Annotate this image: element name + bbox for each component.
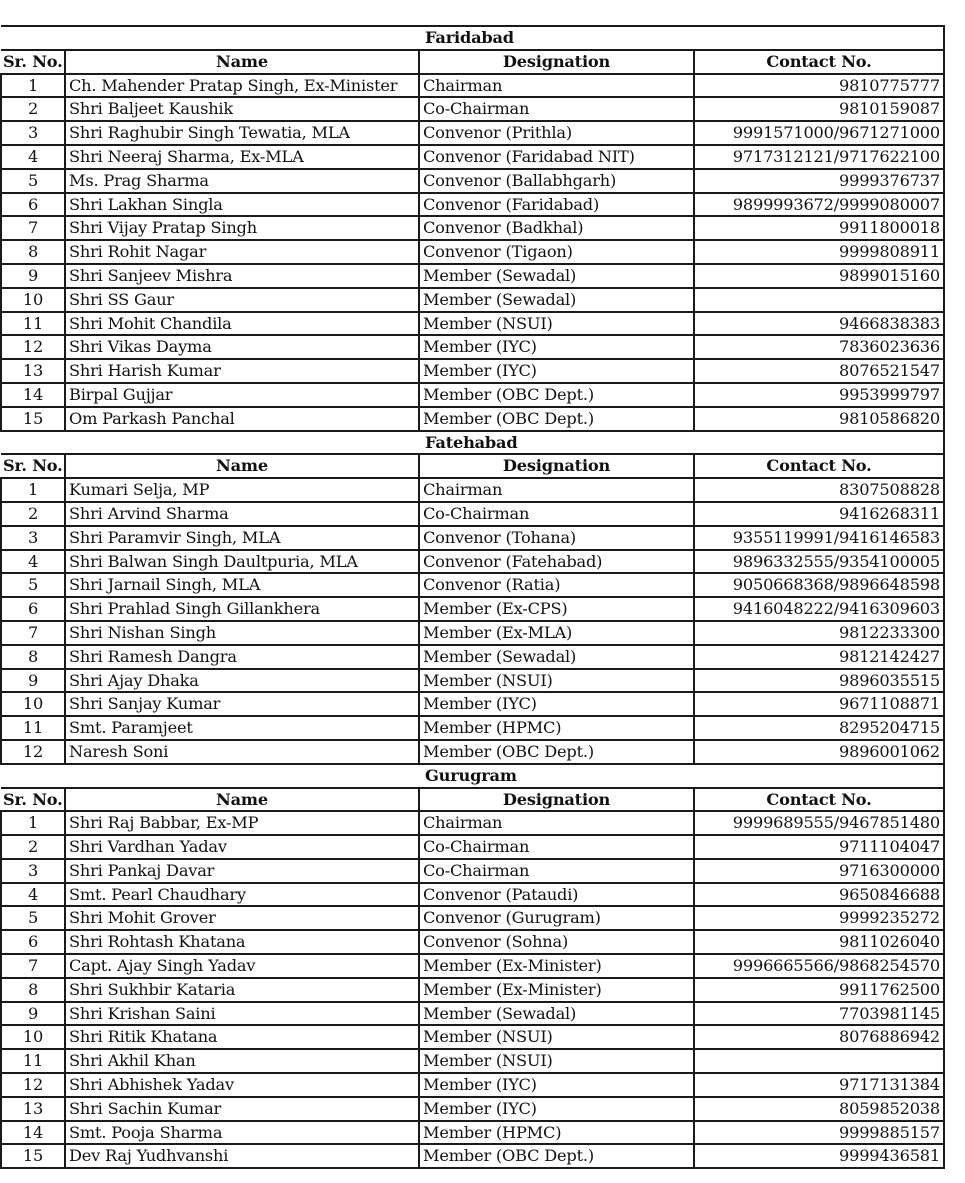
table-row — [1, 526, 944, 550]
table-row — [1, 1073, 944, 1097]
cell-contact: 9812142427 — [694, 645, 944, 669]
header-designation: Designation — [419, 788, 694, 812]
table-row — [1, 216, 944, 240]
cell-sr-no: 12 — [1, 335, 65, 359]
cell-designation: Chairman — [419, 74, 694, 98]
cell-designation: Member (IYC) — [419, 1073, 694, 1097]
cell-sr-no: 8 — [1, 645, 65, 669]
cell-contact: 9911762500 — [694, 978, 944, 1002]
cell-name: Shri Balwan Singh Daultpuria, MLA — [65, 550, 419, 574]
table-row — [1, 621, 944, 645]
cell-sr-no: 9 — [1, 1002, 65, 1026]
table-row — [1, 978, 944, 1002]
cell-designation: Member (OBC Dept.) — [419, 383, 694, 407]
table-row — [1, 597, 944, 621]
cell-name: Om Parkash Panchal — [65, 407, 419, 431]
cell-contact: 9896332555/9354100005 — [694, 550, 944, 574]
cell-name: Shri Ajay Dhaka — [65, 669, 419, 693]
cell-sr-no: 4 — [1, 883, 65, 907]
cell-contact: 9991571000/9671271000 — [694, 121, 944, 145]
cell-designation: Convenor (Tigaon) — [419, 240, 694, 264]
cell-sr-no: 11 — [1, 1049, 65, 1073]
cell-name: Shri Vikas Dayma — [65, 335, 419, 359]
cell-name: Shri Sanjeev Mishra — [65, 264, 419, 288]
cell-contact: 9050668368/9896648598 — [694, 573, 944, 597]
cell-sr-no: 1 — [1, 811, 65, 835]
cell-contact: 9355119991/9416146583 — [694, 526, 944, 550]
cell-designation: Member (IYC) — [419, 1097, 694, 1121]
cell-contact: 8059852038 — [694, 1097, 944, 1121]
committee-contact-sheet — [0, 25, 943, 1169]
cell-contact — [694, 288, 944, 312]
cell-sr-no: 15 — [1, 1144, 65, 1168]
cell-name: Kumari Selja, MP — [65, 478, 419, 502]
header-contact: Contact No. — [694, 50, 944, 74]
cell-contact: 9953999797 — [694, 383, 944, 407]
cell-sr-no: 9 — [1, 264, 65, 288]
table-row — [1, 1025, 944, 1049]
cell-name: Smt. Paramjeet — [65, 716, 419, 740]
cell-name: Smt. Pooja Sharma — [65, 1121, 419, 1145]
header-designation: Designation — [419, 50, 694, 74]
cell-designation: Co-Chairman — [419, 859, 694, 883]
cell-designation: Member (IYC) — [419, 692, 694, 716]
header-designation: Designation — [419, 454, 694, 478]
table-row — [1, 669, 944, 693]
cell-contact: 7836023636 — [694, 335, 944, 359]
table-row — [1, 550, 944, 574]
cell-sr-no: 12 — [1, 1073, 65, 1097]
cell-name: Shri Pankaj Davar — [65, 859, 419, 883]
section-title: Fatehabad — [419, 431, 944, 455]
cell-designation: Convenor (Faridabad NIT) — [419, 145, 694, 169]
cell-name: Naresh Soni — [65, 740, 419, 764]
cell-name: Shri Akhil Khan — [65, 1049, 419, 1073]
cell-designation: Co-Chairman — [419, 502, 694, 526]
cell-sr-no: 8 — [1, 240, 65, 264]
cell-contact: 9717131384 — [694, 1073, 944, 1097]
cell-contact: 9996665566/9868254570 — [694, 954, 944, 978]
cell-name: Smt. Pearl Chaudhary — [65, 883, 419, 907]
cell-designation: Member (HPMC) — [419, 1121, 694, 1145]
cell-contact: 8076521547 — [694, 359, 944, 383]
table-row — [1, 645, 944, 669]
cell-designation: Member (Sewadal) — [419, 1002, 694, 1026]
cell-sr-no: 5 — [1, 169, 65, 193]
table-row — [1, 1049, 944, 1073]
cell-designation: Convenor (Sohna) — [419, 930, 694, 954]
cell-name: Shri Vardhan Yadav — [65, 835, 419, 859]
table-row — [1, 407, 944, 431]
cell-name: Shri Harish Kumar — [65, 359, 419, 383]
table-row — [1, 97, 944, 121]
table-row — [1, 502, 944, 526]
table-row — [1, 1121, 944, 1145]
table-row — [1, 383, 944, 407]
cell-contact: 9999808911 — [694, 240, 944, 264]
cell-contact: 9671108871 — [694, 692, 944, 716]
cell-sr-no: 11 — [1, 312, 65, 336]
cell-sr-no: 6 — [1, 930, 65, 954]
table-row — [1, 716, 944, 740]
cell-designation: Member (Sewadal) — [419, 288, 694, 312]
cell-sr-no: 3 — [1, 859, 65, 883]
table-row — [1, 1002, 944, 1026]
section-title-row-0 — [1, 26, 944, 50]
cell-designation: Member (Ex-Minister) — [419, 954, 694, 978]
section-title-spacer — [1, 431, 419, 455]
cell-name: Shri Arvind Sharma — [65, 502, 419, 526]
header-name: Name — [65, 788, 419, 812]
table-row — [1, 859, 944, 883]
cell-designation: Member (NSUI) — [419, 669, 694, 693]
cell-name: Shri Mohit Chandila — [65, 312, 419, 336]
table-row — [1, 740, 944, 764]
cell-sr-no: 4 — [1, 550, 65, 574]
cell-contact: 8295204715 — [694, 716, 944, 740]
cell-contact: 9911800018 — [694, 216, 944, 240]
cell-sr-no: 14 — [1, 1121, 65, 1145]
cell-name: Ch. Mahender Pratap Singh, Ex-Minister — [65, 74, 419, 98]
cell-contact: 9999376737 — [694, 169, 944, 193]
cell-contact: 9716300000 — [694, 859, 944, 883]
cell-sr-no: 3 — [1, 526, 65, 550]
table-row — [1, 145, 944, 169]
cell-designation: Member (OBC Dept.) — [419, 1144, 694, 1168]
cell-sr-no: 11 — [1, 716, 65, 740]
header-name: Name — [65, 50, 419, 74]
cell-sr-no: 14 — [1, 383, 65, 407]
cell-sr-no: 2 — [1, 502, 65, 526]
table-row — [1, 1144, 944, 1168]
cell-designation: Member (IYC) — [419, 359, 694, 383]
cell-sr-no: 5 — [1, 906, 65, 930]
cell-designation: Member (Ex-MLA) — [419, 621, 694, 645]
cell-contact: 9899015160 — [694, 264, 944, 288]
cell-name: Shri Prahlad Singh Gillankhera — [65, 597, 419, 621]
cell-designation: Member (NSUI) — [419, 312, 694, 336]
cell-sr-no: 12 — [1, 740, 65, 764]
cell-name: Birpal Gujjar — [65, 383, 419, 407]
table-row — [1, 312, 944, 336]
cell-sr-no: 7 — [1, 216, 65, 240]
cell-name: Shri Nishan Singh — [65, 621, 419, 645]
cell-designation: Member (Sewadal) — [419, 645, 694, 669]
cell-contact: 9999885157 — [694, 1121, 944, 1145]
cell-designation: Chairman — [419, 811, 694, 835]
cell-designation: Member (HPMC) — [419, 716, 694, 740]
cell-sr-no: 8 — [1, 978, 65, 1002]
cell-sr-no: 6 — [1, 193, 65, 217]
section-title-spacer — [1, 26, 419, 50]
table-row — [1, 1097, 944, 1121]
cell-sr-no: 3 — [1, 121, 65, 145]
cell-contact: 9416268311 — [694, 502, 944, 526]
cell-designation: Convenor (Fatehabad) — [419, 550, 694, 574]
cell-sr-no: 2 — [1, 97, 65, 121]
cell-contact: 9810159087 — [694, 97, 944, 121]
cell-contact: 9811026040 — [694, 930, 944, 954]
cell-sr-no: 4 — [1, 145, 65, 169]
cell-designation: Convenor (Tohana) — [419, 526, 694, 550]
section-title-row-2 — [1, 764, 944, 788]
cell-contact: 9812233300 — [694, 621, 944, 645]
header-sr-no: Sr. No. — [1, 788, 65, 812]
cell-contact: 9466838383 — [694, 312, 944, 336]
cell-sr-no: 13 — [1, 359, 65, 383]
cell-name: Shri Neeraj Sharma, Ex-MLA — [65, 145, 419, 169]
cell-designation: Convenor (Faridabad) — [419, 193, 694, 217]
cell-name: Shri Sukhbir Kataria — [65, 978, 419, 1002]
table-row — [1, 335, 944, 359]
cell-contact: 9810775777 — [694, 74, 944, 98]
cell-sr-no: 10 — [1, 288, 65, 312]
cell-designation: Member (OBC Dept.) — [419, 740, 694, 764]
table-row — [1, 835, 944, 859]
section-title-row-1 — [1, 431, 944, 455]
cell-contact: 9717312121/9717622100 — [694, 145, 944, 169]
cell-designation: Convenor (Badkhal) — [419, 216, 694, 240]
cell-name: Shri Ritik Khatana — [65, 1025, 419, 1049]
cell-contact: 9896035515 — [694, 669, 944, 693]
cell-sr-no: 5 — [1, 573, 65, 597]
table-row — [1, 193, 944, 217]
cell-name: Shri Raghubir Singh Tewatia, MLA — [65, 121, 419, 145]
cell-name: Shri Baljeet Kaushik — [65, 97, 419, 121]
cell-designation: Member (NSUI) — [419, 1025, 694, 1049]
table-row — [1, 121, 944, 145]
column-header-row — [1, 788, 944, 812]
table-row — [1, 883, 944, 907]
cell-sr-no: 6 — [1, 597, 65, 621]
cell-sr-no: 1 — [1, 74, 65, 98]
cell-name: Shri Mohit Grover — [65, 906, 419, 930]
header-sr-no: Sr. No. — [1, 50, 65, 74]
cell-sr-no: 10 — [1, 1025, 65, 1049]
cell-sr-no: 13 — [1, 1097, 65, 1121]
cell-designation: Convenor (Gurugram) — [419, 906, 694, 930]
cell-designation: Member (NSUI) — [419, 1049, 694, 1073]
cell-contact: 9999436581 — [694, 1144, 944, 1168]
cell-name: Shri Jarnail Singh, MLA — [65, 573, 419, 597]
table-row — [1, 288, 944, 312]
table-row — [1, 478, 944, 502]
cell-sr-no: 9 — [1, 669, 65, 693]
cell-designation: Co-Chairman — [419, 97, 694, 121]
table-body — [1, 26, 944, 1168]
cell-sr-no: 7 — [1, 621, 65, 645]
cell-name: Capt. Ajay Singh Yadav — [65, 954, 419, 978]
table-row — [1, 906, 944, 930]
cell-contact — [694, 1049, 944, 1073]
cell-contact: 9896001062 — [694, 740, 944, 764]
cell-name: Shri Vijay Pratap Singh — [65, 216, 419, 240]
cell-designation: Member (IYC) — [419, 335, 694, 359]
cell-contact: 9711104047 — [694, 835, 944, 859]
header-name: Name — [65, 454, 419, 478]
cell-contact: 9810586820 — [694, 407, 944, 431]
cell-designation: Chairman — [419, 478, 694, 502]
section-title-spacer — [1, 764, 419, 788]
header-contact: Contact No. — [694, 788, 944, 812]
section-title: Faridabad — [419, 26, 944, 50]
cell-designation: Member (Sewadal) — [419, 264, 694, 288]
cell-name: Shri Paramvir Singh, MLA — [65, 526, 419, 550]
cell-sr-no: 15 — [1, 407, 65, 431]
table-row — [1, 954, 944, 978]
cell-designation: Convenor (Ratia) — [419, 573, 694, 597]
table-row — [1, 573, 944, 597]
cell-name: Shri Sanjay Kumar — [65, 692, 419, 716]
cell-designation: Convenor (Pataudi) — [419, 883, 694, 907]
cell-name: Shri Rohtash Khatana — [65, 930, 419, 954]
header-sr-no: Sr. No. — [1, 454, 65, 478]
cell-name: Shri Sachin Kumar — [65, 1097, 419, 1121]
cell-name: Shri Ramesh Dangra — [65, 645, 419, 669]
column-header-row — [1, 454, 944, 478]
cell-name: Dev Raj Yudhvanshi — [65, 1144, 419, 1168]
cell-contact: 9999235272 — [694, 906, 944, 930]
column-header-row — [1, 50, 944, 74]
cell-name: Shri Krishan Saini — [65, 1002, 419, 1026]
table-row — [1, 692, 944, 716]
cell-designation: Member (Ex-CPS) — [419, 597, 694, 621]
cell-designation: Member (OBC Dept.) — [419, 407, 694, 431]
cell-designation: Co-Chairman — [419, 835, 694, 859]
cell-contact: 9416048222/9416309603 — [694, 597, 944, 621]
cell-sr-no: 2 — [1, 835, 65, 859]
cell-sr-no: 10 — [1, 692, 65, 716]
header-contact: Contact No. — [694, 454, 944, 478]
table-row — [1, 240, 944, 264]
cell-designation: Convenor (Prithla) — [419, 121, 694, 145]
cell-contact: 9899993672/9999080007 — [694, 193, 944, 217]
table-row — [1, 359, 944, 383]
cell-contact: 9999689555/9467851480 — [694, 811, 944, 835]
cell-sr-no: 1 — [1, 478, 65, 502]
cell-contact: 7703981145 — [694, 1002, 944, 1026]
cell-name: Shri SS Gaur — [65, 288, 419, 312]
cell-contact: 8076886942 — [694, 1025, 944, 1049]
cell-contact: 9650846688 — [694, 883, 944, 907]
cell-name: Ms. Prag Sharma — [65, 169, 419, 193]
table-row — [1, 264, 944, 288]
cell-name: Shri Lakhan Singla — [65, 193, 419, 217]
table-row — [1, 74, 944, 98]
cell-designation: Member (Ex-Minister) — [419, 978, 694, 1002]
cell-name: Shri Rohit Nagar — [65, 240, 419, 264]
section-title: Gurugram — [419, 764, 944, 788]
table-row — [1, 930, 944, 954]
cell-designation: Convenor (Ballabhgarh) — [419, 169, 694, 193]
cell-name: Shri Raj Babbar, Ex-MP — [65, 811, 419, 835]
table-row — [1, 811, 944, 835]
table-row — [1, 169, 944, 193]
cell-name: Shri Abhishek Yadav — [65, 1073, 419, 1097]
cell-contact: 8307508828 — [694, 478, 944, 502]
committee-table — [0, 25, 945, 1169]
cell-sr-no: 7 — [1, 954, 65, 978]
